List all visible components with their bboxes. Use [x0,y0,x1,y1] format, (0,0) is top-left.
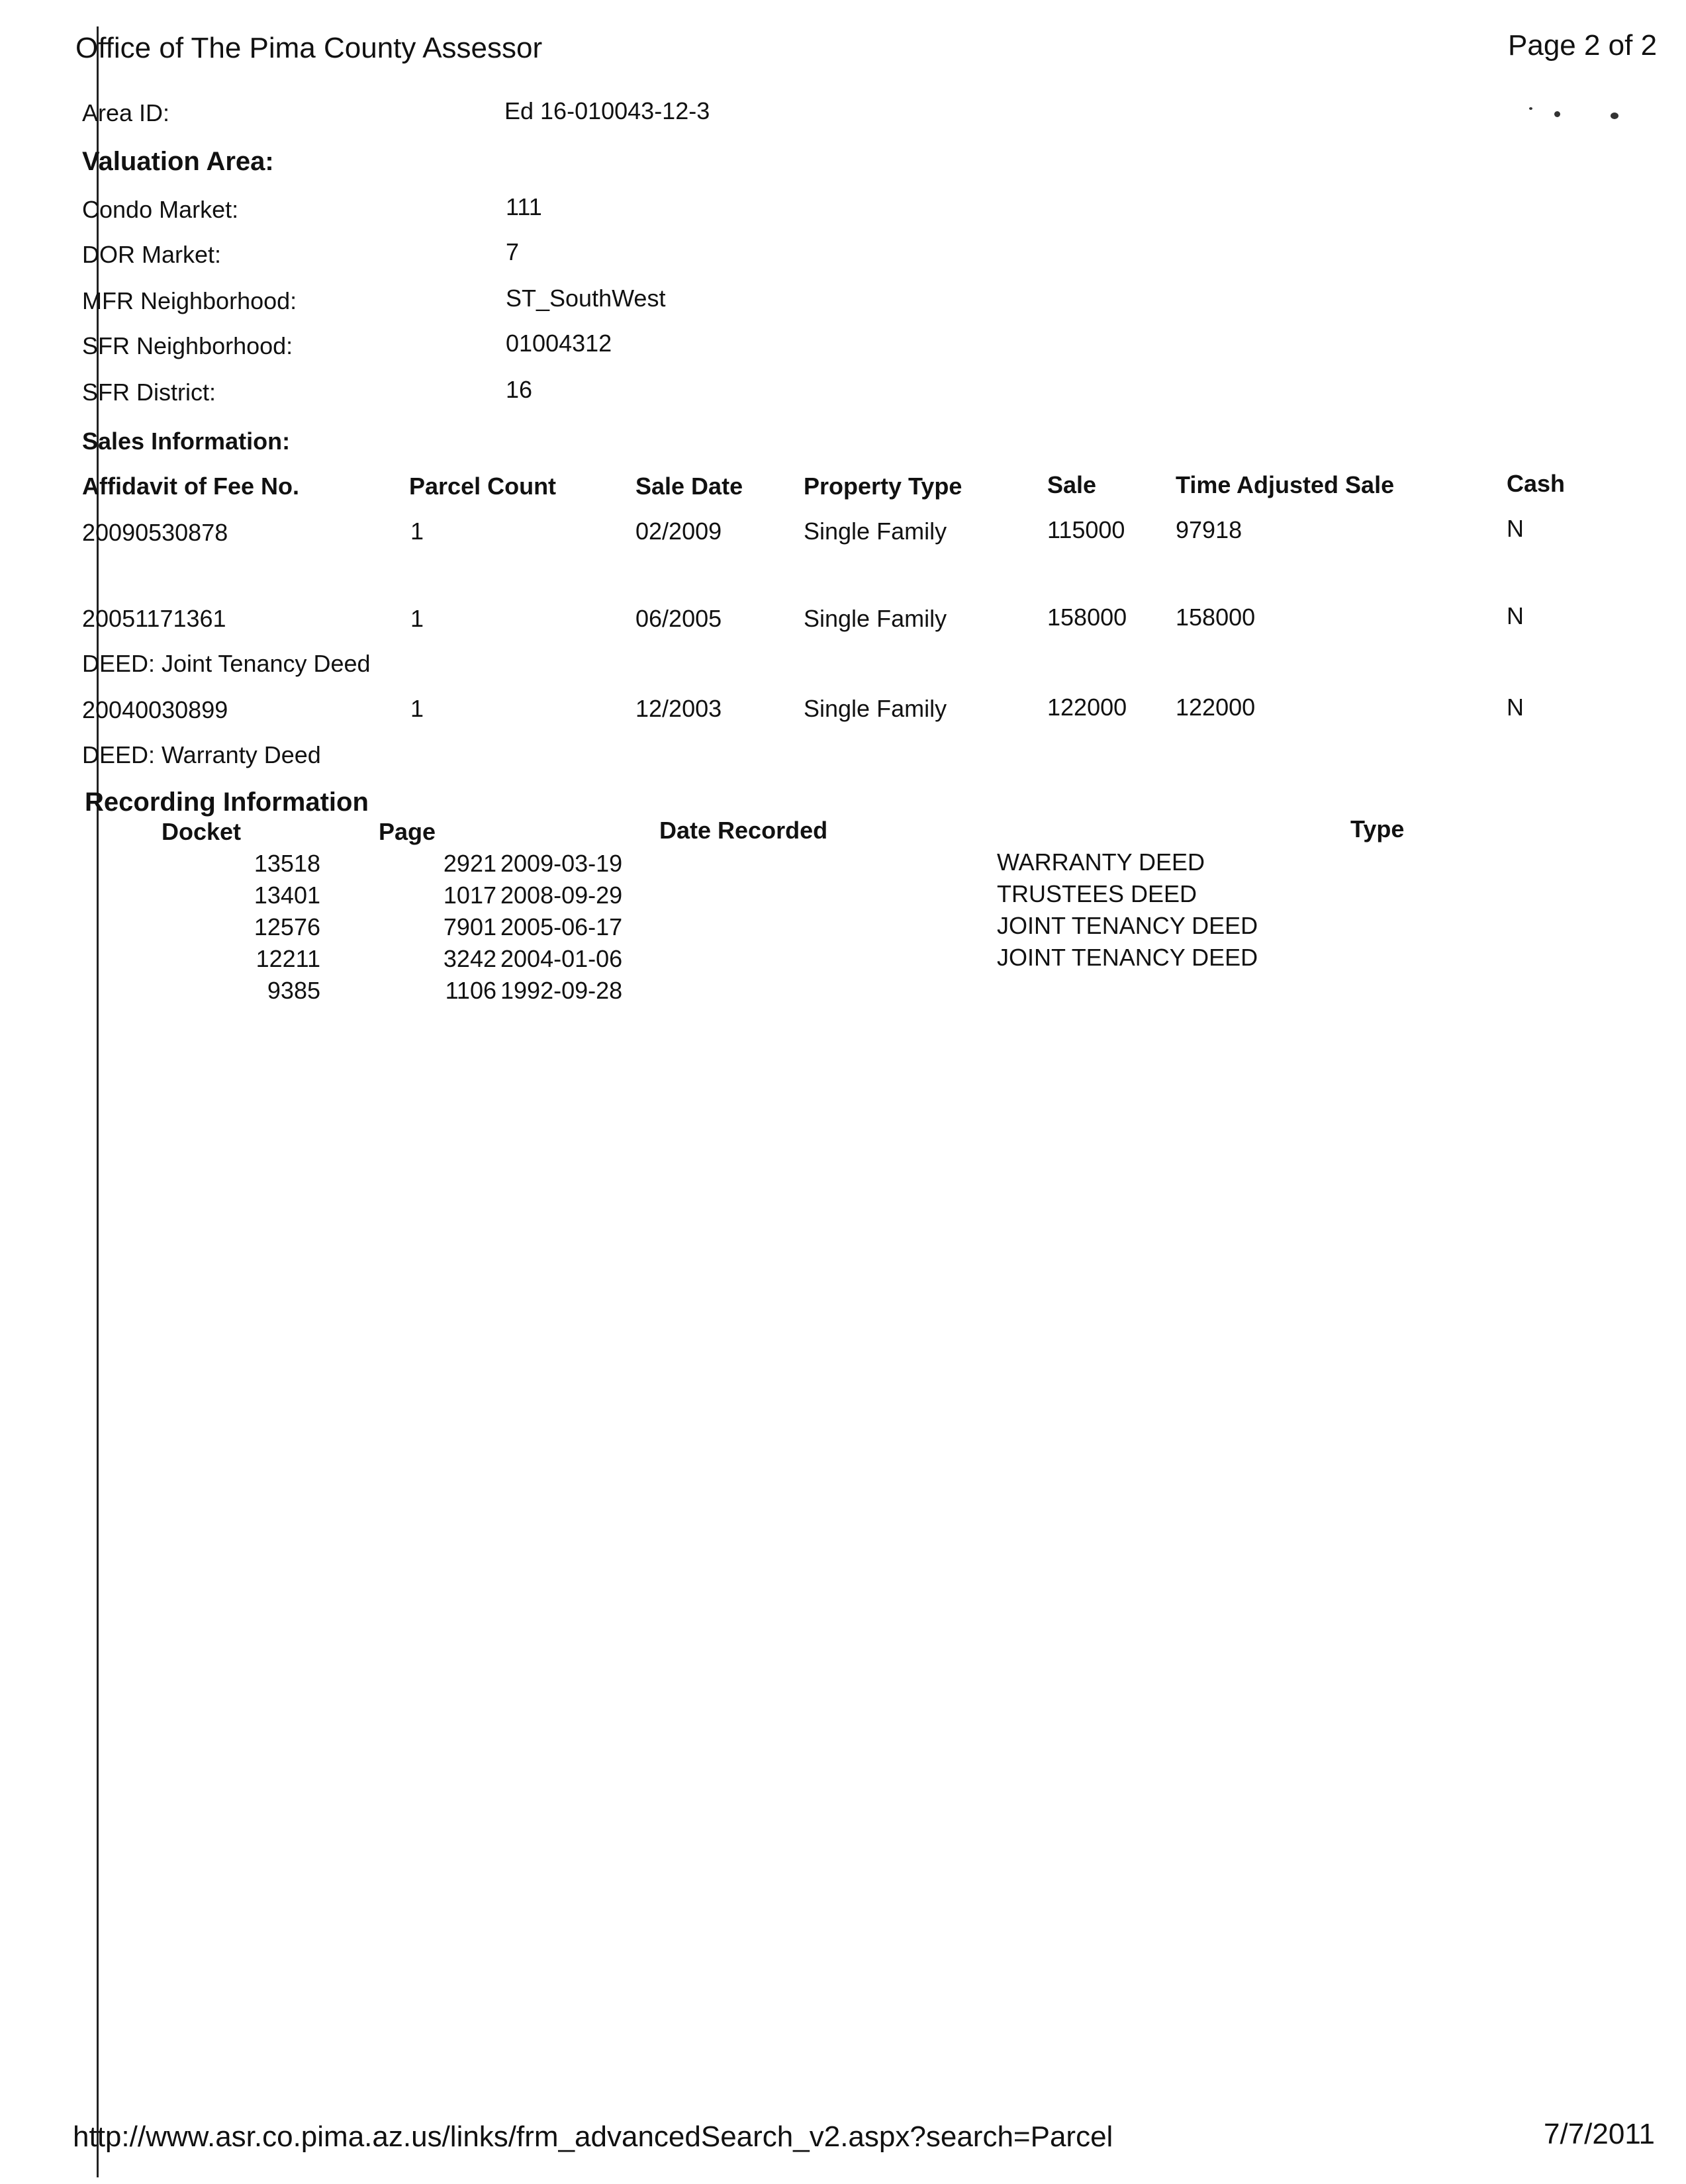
sales-row-affidavit: 20051171361 [82,605,226,632]
col-docket: Docket [162,818,242,845]
sfr-neighborhood-label: SFR Neighborhood: [82,332,293,359]
recording-row-docket: 13518 [254,850,320,877]
sales-row-property-type: Single Family [804,605,947,632]
footer-url: http://www.asr.co.pima.az.us/links/frm_advancedSearch_v2.aspx?search=Parcel [73,2120,1113,2153]
valuation-area-heading: Valuation Area: [82,147,274,176]
recording-row-page: 1106 [445,977,496,1004]
recording-row-page: 7901 [443,913,496,940]
sales-row-sale-date: 06/2005 [635,605,722,632]
sales-row-cash: N [1507,694,1524,721]
col-parcel-count: Parcel Count [409,473,557,500]
sales-row-sale-date: 02/2009 [635,518,722,545]
col-affidavit: Affidavit of Fee No. [82,473,300,500]
recording-row-date: 2004-01-06 [500,945,623,972]
sales-row-parcel-count: 1 [410,518,424,545]
sales-information-heading: Sales Information: [82,428,291,455]
recording-row-docket: 12576 [254,913,320,940]
sales-row-cash: N [1507,515,1524,542]
recording-row-type: WARRANTY DEED [997,848,1205,876]
sales-row-time-adjusted: 122000 [1176,694,1256,721]
col-page: Page [379,818,436,845]
col-property-type: Property Type [804,473,962,500]
recording-row-date: 1992-09-28 [500,977,623,1004]
col-date-recorded: Date Recorded [659,817,828,844]
sales-row-parcel-count: 1 [410,695,424,722]
area-id-label: Area ID: [82,99,170,126]
sfr-district-value: 16 [506,376,533,403]
recording-row-page: 3242 [443,945,496,972]
recording-row-type: TRUSTEES DEED [997,880,1197,907]
sales-row-property-type: Single Family [804,695,947,722]
recording-row-date: 2009-03-19 [500,850,623,877]
sales-row-deed: DEED: Joint Tenancy Deed [82,650,371,677]
footer-date: 7/7/2011 [1544,2118,1656,2150]
sales-row-affidavit: 20090530878 [82,519,228,546]
sales-row-time-adjusted: 97918 [1176,516,1242,543]
recording-row-docket: 13401 [254,882,320,909]
dor-market-label: DOR Market: [82,241,222,268]
sales-row-sale-date: 12/2003 [635,695,722,722]
recording-row-page: 1017 [443,882,496,909]
scan-speck [1529,107,1532,110]
scan-speck [1611,113,1618,119]
recording-row-type: JOINT TENANCY DEED [997,912,1258,939]
sales-row-parcel-count: 1 [410,605,424,632]
recording-information-heading: Recording Information [85,788,369,817]
condo-market-label: Condo Market: [82,196,239,223]
area-id-value: Ed 16-010043-12-3 [504,97,710,124]
office-title: Office of The Pima County Assessor [75,32,543,64]
sales-row-affidavit: 20040030899 [82,696,228,723]
col-sale-date: Sale Date [635,473,743,500]
recording-row-docket: 12211 [256,945,320,972]
col-sale: Sale [1047,471,1097,498]
sales-row-sale: 158000 [1047,604,1127,631]
sales-row-time-adjusted: 158000 [1176,604,1256,631]
sales-row-sale: 122000 [1047,694,1127,721]
col-time-adjusted-sale: Time Adjusted Sale [1176,471,1395,498]
col-type: Type [1350,815,1405,842]
recording-row-page: 2921 [443,850,496,877]
sales-row-property-type: Single Family [804,518,947,545]
sales-row-cash: N [1507,602,1524,629]
mfr-neighborhood-value: ST_SouthWest [506,285,666,312]
recording-row-date: 2005-06-17 [500,913,623,940]
page-indicator: Page 2 of 2 [1508,29,1658,62]
mfr-neighborhood-label: MFR Neighborhood: [82,287,297,314]
sales-row-sale: 115000 [1047,516,1125,543]
dor-market-value: 7 [506,238,520,265]
recording-row-type: JOINT TENANCY DEED [997,944,1258,971]
sales-row-deed: DEED: Warranty Deed [82,741,321,768]
recording-row-date: 2008-09-29 [500,882,623,909]
scan-speck [1554,111,1560,117]
col-cash: Cash [1507,470,1566,497]
recording-row-docket: 9385 [267,977,320,1004]
condo-market-value: 111 [506,193,542,220]
sfr-district-label: SFR District: [82,379,216,406]
sfr-neighborhood-value: 01004312 [506,330,612,357]
